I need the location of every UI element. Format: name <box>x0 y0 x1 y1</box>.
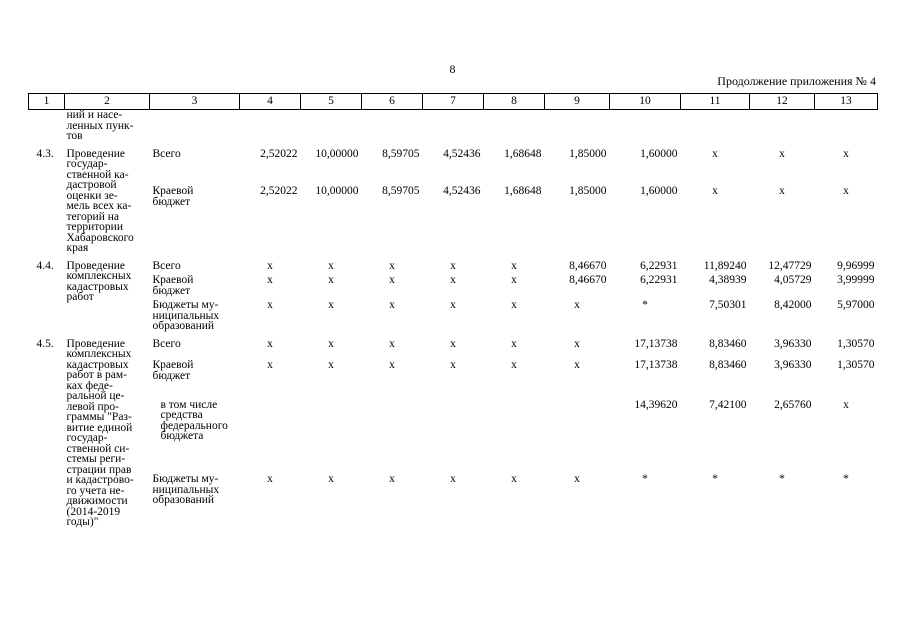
column-header: 7 <box>423 94 484 110</box>
value-cell: х <box>511 274 517 286</box>
value-cell: х <box>843 185 849 198</box>
value-cell: 1,30570 <box>837 359 875 372</box>
value-cell: 6,22931 <box>640 259 678 272</box>
table-row <box>29 149 878 183</box>
value-cell: 8,42000 <box>774 299 812 311</box>
value-cell: * <box>779 473 785 486</box>
column-header: 9 <box>545 94 610 110</box>
row-label: Всего <box>152 147 181 160</box>
value-cell: 3,96330 <box>774 337 812 350</box>
value-cell: 5,97000 <box>837 299 875 311</box>
table-row <box>29 186 878 253</box>
column-header: 5 <box>301 94 362 110</box>
value-cell <box>484 400 545 471</box>
value-cell <box>545 400 610 471</box>
row-label: в том числе средства федерального бюджета <box>160 398 228 443</box>
value-cell: * <box>642 299 648 311</box>
value-cell: х <box>389 299 395 311</box>
value-cell: 1,68648 <box>504 147 542 160</box>
value-cell: х <box>450 359 456 372</box>
budget-table <box>28 93 878 528</box>
row-label: Бюджеты му- ниципальных образований <box>152 473 220 507</box>
value-cell: х <box>843 147 849 160</box>
value-cell: * <box>642 473 648 486</box>
value-cell: х <box>267 274 273 286</box>
column-header: 10 <box>610 94 681 110</box>
value-cell: * <box>843 473 849 486</box>
value-cell: х <box>267 359 273 372</box>
value-cell: 1,60000 <box>640 185 678 198</box>
value-cell: 12,47729 <box>768 259 812 272</box>
value-cell: х <box>450 473 456 486</box>
value-cell: х <box>389 274 395 286</box>
column-header: 13 <box>815 94 878 110</box>
value-cell: 3,96330 <box>774 359 812 372</box>
value-cell: х <box>328 274 334 286</box>
value-cell: х <box>450 337 456 350</box>
column-header: 1 <box>29 94 65 110</box>
value-cell: х <box>267 337 273 350</box>
value-cell: х <box>574 337 580 350</box>
value-cell: 10,00000 <box>315 185 359 198</box>
value-cell: 4,52436 <box>443 147 481 160</box>
value-cell: х <box>574 359 580 372</box>
value-cell: 11,89240 <box>703 259 747 272</box>
table-row <box>29 360 878 395</box>
value-cell: х <box>450 259 456 272</box>
table-row <box>29 339 878 357</box>
section-name: Проведение комплексных кадастровых работ в рам- ках феде- ральной це- левой про- граммы "Раз- витие единой государ- ственной си- стемы реги- страции прав и кадастрово- го учета не- движимости (2014-2019 годы)" <box>66 337 134 528</box>
column-header: 12 <box>750 94 815 110</box>
value-cell: х <box>450 274 456 286</box>
carryover-text: ний и насе- ленных пунк- тов <box>66 109 134 142</box>
value-cell: 2,65760 <box>774 398 812 411</box>
header-row <box>29 94 878 110</box>
row-label: Всего <box>152 259 181 272</box>
value-cell: 6,22931 <box>640 274 678 286</box>
value-cell: 8,83460 <box>709 359 747 372</box>
row-label: Краевой бюджет <box>152 359 194 382</box>
value-cell: 17,13738 <box>634 359 678 372</box>
value-cell: х <box>328 473 334 486</box>
row-label: Всего <box>152 337 181 350</box>
section-code: 4.4. <box>36 259 54 272</box>
value-cell <box>301 400 362 471</box>
value-cell: 14,39620 <box>634 398 678 411</box>
value-cell: х <box>389 337 395 350</box>
column-header: 3 <box>150 94 240 110</box>
row-label: Краевой бюджет <box>152 274 194 297</box>
value-cell: х <box>328 259 334 272</box>
value-cell: * <box>712 473 718 486</box>
value-cell: 4,38939 <box>709 274 747 286</box>
value-cell: 2,52022 <box>260 185 298 198</box>
value-cell: х <box>389 359 395 372</box>
section-code: 4.5. <box>36 337 54 350</box>
column-header: 8 <box>484 94 545 110</box>
value-cell: х <box>843 398 849 411</box>
value-cell: х <box>267 259 273 272</box>
value-cell: 8,59705 <box>382 185 420 198</box>
column-header: 11 <box>681 94 750 110</box>
value-cell: х <box>450 299 456 311</box>
table-row <box>29 474 878 527</box>
value-cell: х <box>511 359 517 372</box>
value-cell: х <box>779 185 785 198</box>
table-row <box>29 400 878 471</box>
value-cell: 8,83460 <box>709 337 747 350</box>
value-cell: 4,05729 <box>774 274 812 286</box>
value-cell: 7,50301 <box>709 299 747 311</box>
value-cell: 3,99999 <box>837 274 875 286</box>
value-cell: 2,52022 <box>260 147 298 160</box>
continuation-title: Продолжение приложения № 4 <box>717 74 876 88</box>
value-cell: х <box>511 259 517 272</box>
value-cell: х <box>712 147 718 160</box>
value-cell: х <box>389 473 395 486</box>
value-cell: х <box>267 299 273 311</box>
value-cell <box>423 400 484 471</box>
carryover-row <box>29 110 878 142</box>
value-cell: 1,68648 <box>504 185 542 198</box>
value-cell <box>240 400 301 471</box>
value-cell: 9,96999 <box>837 259 875 272</box>
value-cell: х <box>511 473 517 486</box>
value-cell: 1,85000 <box>569 147 607 160</box>
value-cell: х <box>574 299 580 311</box>
value-cell: х <box>574 473 580 486</box>
page-number: 8 <box>449 62 456 76</box>
value-cell: 8,46670 <box>569 274 607 286</box>
value-cell: 10,00000 <box>315 147 359 160</box>
row-label: Краевой бюджет <box>152 185 194 208</box>
value-cell: х <box>511 299 517 311</box>
value-cell: х <box>511 337 517 350</box>
column-header: 2 <box>65 94 150 110</box>
section-code: 4.3. <box>36 147 54 160</box>
value-cell <box>362 400 423 471</box>
value-cell: 17,13738 <box>634 337 678 350</box>
value-cell: х <box>267 473 273 486</box>
table-row <box>29 275 878 296</box>
table-row <box>29 261 878 272</box>
column-header: 4 <box>240 94 301 110</box>
value-cell: х <box>389 259 395 272</box>
value-cell: х <box>779 147 785 160</box>
column-header: 6 <box>362 94 423 110</box>
value-cell: 8,59705 <box>382 147 420 160</box>
value-cell: х <box>328 359 334 372</box>
table-row <box>29 300 878 332</box>
value-cell: х <box>328 337 334 350</box>
value-cell: 1,30570 <box>837 337 875 350</box>
value-cell: 7,42100 <box>709 398 747 411</box>
value-cell: х <box>712 185 718 198</box>
value-cell: 1,60000 <box>640 147 678 160</box>
row-label: Бюджеты му- ниципальных образований <box>152 299 220 332</box>
value-cell: х <box>328 299 334 311</box>
section-name: Проведение государ- ственной ка- дастровой оценки зе- мель всех ка- тегорий на территории Хабаровского края <box>66 147 134 254</box>
section-name: Проведение комплексных кадастровых работ <box>66 259 132 303</box>
value-cell: 8,46670 <box>569 259 607 272</box>
value-cell: 1,85000 <box>569 185 607 198</box>
value-cell: 4,52436 <box>443 185 481 198</box>
